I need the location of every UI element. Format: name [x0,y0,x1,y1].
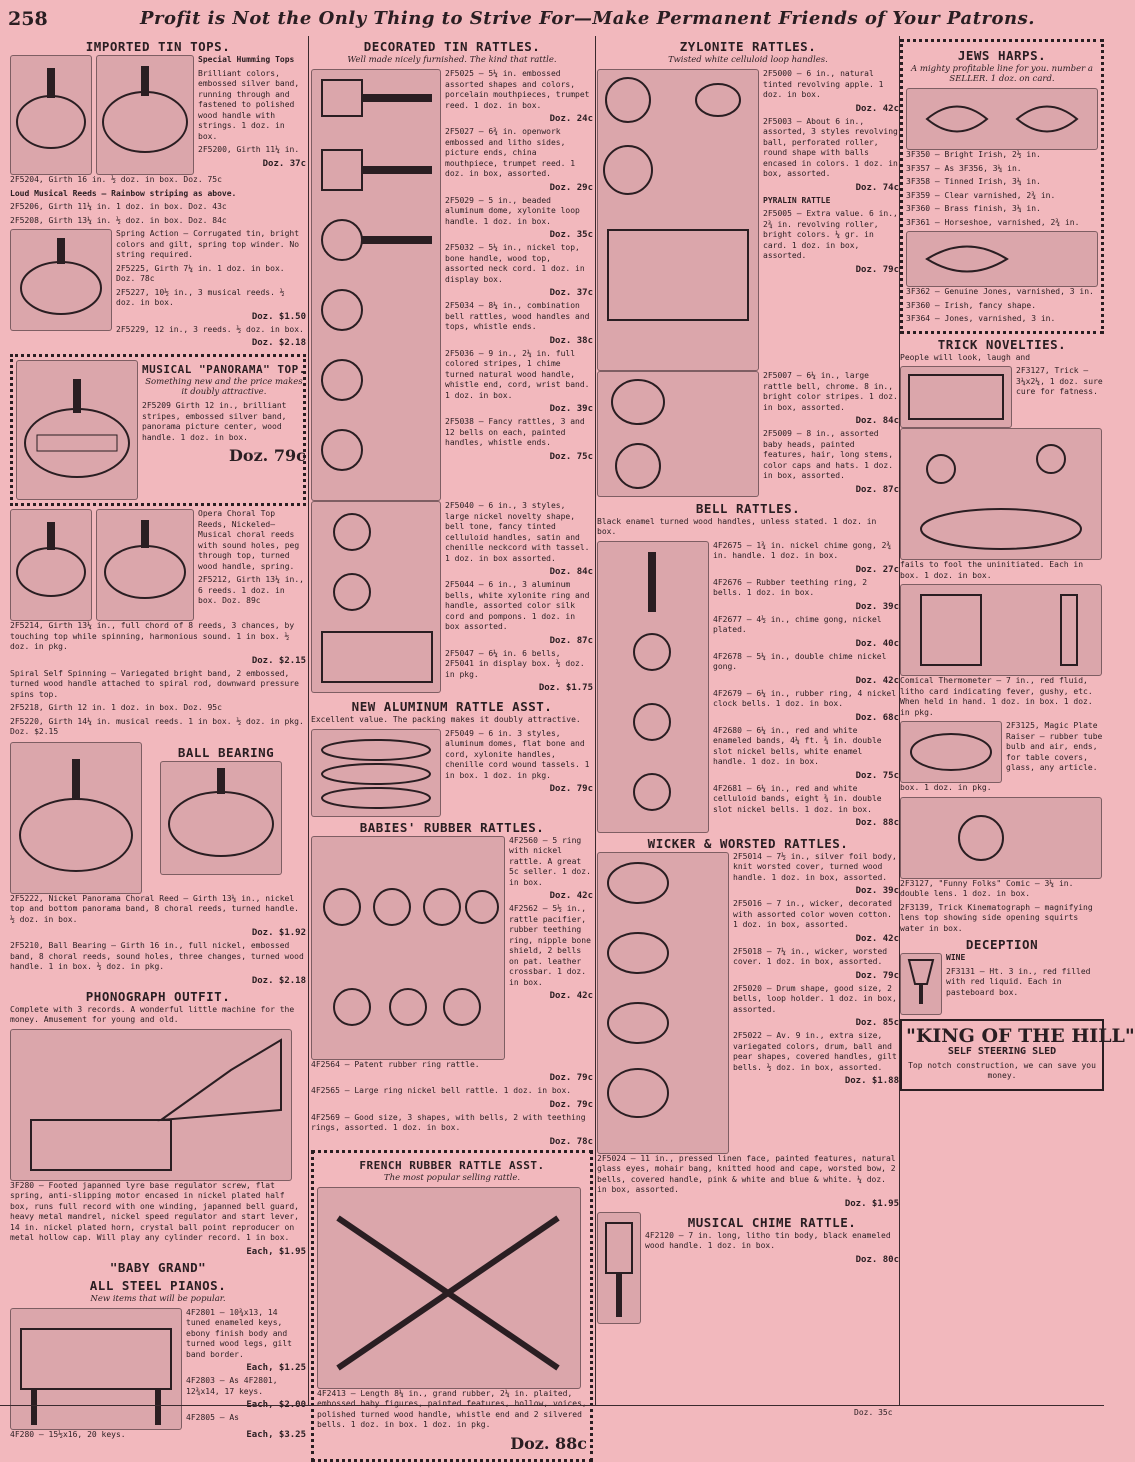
page-title: Profit is Not the Only Thing to Strive For—Make Permanent Friends of Your Patrons. [140,8,1035,29]
product-item: 2F5218, Girth 12 in. 1 doz. in box. Doz. 95c [10,703,222,712]
product-price: Each, $2.00 [246,1400,306,1410]
product-description: 2F5034 — 8¼ in., combination bell rattles, wood handles and tops, whistle ends. [445,301,590,331]
trick-scene-image [900,428,1102,560]
product-description: 4F2564 — Patent rubber ring rattle. [311,1059,480,1069]
pyralin-label: PYRALIN RATTLE [763,195,831,205]
column-divider [308,36,309,1406]
section-heading: "BABY GRAND" [109,1259,207,1275]
humming-top-image [96,55,194,175]
product-price: Doz. $2.15 [251,655,306,666]
product-description: 2F5036 — 9 in., 2¼ in. full colored stripes, 1 chime turned natural wood handle, whistle end, cord, wrist band. 1 doz. in box. [445,348,590,400]
bell-rattle-images [311,501,441,693]
product-price: Each, $1.95 [246,1246,306,1257]
section-heading: FRENCH RUBBER RATTLE ASST. [359,1158,545,1172]
ad-text: Top notch construction, we can save you money. [908,1060,1096,1080]
product-description: 2F5000 — 6 in., natural tinted revolving apple. 1 doz. in box. [763,69,884,99]
product-description: 4F2675 — 1¾ in. nickel chime gong, 2¾ in. handle. 1 doz. in box. [713,540,892,560]
product-price: Doz. $1.92 [251,928,306,938]
product-description: 2F5032 — 5¼ in., nickel top, bone handle, wood top, assorted neck cord. 1 doz. in display box. [445,243,585,284]
product-description: 2F5005 — Extra value. 6 in., 2¾ in. revolving roller, bright colors. ¼ gr. in card. 1 doz. in box, assorted. [763,209,898,260]
product-price: Doz. 68c [855,712,899,723]
column-zylonite-bell-rattles [597,36,899,1424]
product-item: 4F2805 — As [186,1413,239,1422]
product-price: Doz. 75c [855,770,899,781]
product-item: 2F5200, Girth 11¼ in. [198,145,300,154]
choral-top-image [10,509,92,621]
ball-bearing-label: BALL BEARING [177,744,275,760]
product-description: 4F2676 — Rubber teething ring, 2 bells. 1 doz. in box. [713,577,868,597]
product-description: 2F5025 — 5¼ in. embossed assorted shapes and colors, porcelain mouthpieces, trumpet reed. 1 doz. in box. [445,69,590,110]
product-description: 2F3125, Magic Plate Raiser — rubber tube bulb and air, ends, for table covers, glass, any article. [1006,721,1103,772]
footer-price: Doz. 35c [854,1408,893,1417]
section-heading: TRICK NOVELTIES. [937,336,1067,352]
jews-harp-image [906,231,1098,287]
product-description: 2F3127, Trick — 3¼x2¼, 1 doz. sure cure for fatness. [1016,366,1103,396]
product-description: 2F5044 — 6 in., 3 aluminum bells, white xylonite ring and handle, assorted color silk cord and pompons. 1 doz. in box assorted. [445,580,590,631]
panorama-top-image [16,360,138,500]
product-description: 2F5029 — 5 in., beaded aluminum dome, xylonite loop handle. 1 doz. in box. [445,195,580,226]
product-description: Comical Thermometer — 7 in., red fluid, litho card indicating fever, gushy, etc. When held in hand. 1 doz. in box. 1 doz. in pkg. [900,676,1093,717]
humming-top-image [10,55,92,175]
product-description: 2F3127, "Funny Folks" Comic — 3¼ in. double lens. 1 doz. in box. [900,878,1074,898]
product-price: Doz. 79c [549,1073,593,1083]
product-price: Doz. 75c [549,451,593,462]
product-item: 3F358 — Tinned Irish, 3¼ in. [906,177,1041,186]
section-subtitle: New items that will be popular. [90,1293,226,1304]
column-harps-novelties [900,36,1135,1424]
product-price: Doz. $1.50 [251,311,306,322]
section-subtitle: Black enamel turned wood handles, unless stated. 1 doz. in box. [597,516,877,536]
column-divider [595,36,596,1406]
ball-bearing-top-image [160,761,282,875]
plate-raiser-image [900,721,1002,783]
product-description: 2F5210, Ball Bearing — Girth 16 in., full nickel, embossed band, 8 choral reeds, sound holes, three changes, turned wood handle. 1 in box. ½ doz. in pkg. [10,941,304,971]
product-name: Loud Musical Reeds — Rainbow striping as above. [10,188,237,198]
product-price: Doz. 87c [855,484,899,495]
product-price: Doz. 79c [229,446,306,465]
product-description: 2F5209 Girth 12 in., brilliant stripes, embossed silver band, panorama picture center, wood handle. 1 doz. in box. [142,401,287,442]
product-item: 2F5204, Girth 16 in. ½ doz. in box. Doz. 75c [10,175,222,184]
wicker-rattle-images [597,852,729,1154]
product-description: 4F2681 — 6¼ in., red and white celluloid bands, eight ¾ in. double slot nickel bells. 1 doz. in box. [713,783,882,814]
section-heading: ALL STEEL PIANOS. [89,1277,227,1293]
product-price: Doz. 74c [855,182,899,193]
thermometer-image [900,584,1102,676]
product-description: 4F2560 — 5 ring with nickel rattle. A great 5c seller. 1 doz. in box. [509,835,591,887]
product-price: Doz. 42c [549,991,593,1001]
wine-glass-image [900,953,942,1015]
product-price: Each, $1.25 [246,1363,306,1373]
product-description: 4F2569 — Good size, 3 shapes, with bells, 2 with teething rings, assorted. 1 doz. in box. [311,1112,586,1132]
product-item: box. 1 doz. in pkg. [900,783,992,792]
product-price: Doz. 40c [855,638,899,649]
product-description: 4F2680 — 6¼ in., red and white enameled bands, 4¼ ft. ¾ in. double slot nickel bells, white enamel handle. 1 doz. in box. [713,725,882,766]
aluminum-rattle-image [311,729,441,817]
product-description: 2F5024 — 11 in., pressed linen face, painted features, natural glass eyes, mohair bang, knitted hood and cape, worsted bow, 2 bells, covered handle, pink & white and blue & white. ¼ doz. in box, assorted. [597,1153,896,1194]
product-item: 2F5229, 12 in., 3 reeds. ½ doz. in box. [116,324,304,334]
section-heading: ZYLONITE RATTLES. [679,39,817,54]
bell-rattle-images [597,541,709,833]
product-price: Doz. 80c [855,1254,899,1265]
section-heading: IMPORTED TIN TOPS. [85,39,231,54]
product-item: 3F361 — Horseshoe, varnished, 2¾ in. [906,217,1080,227]
product-description: 2F5009 — 8 in., assorted baby heads, painted features, hair, long stems, color caps and hats. 1 doz. in box, assorted. [763,429,894,480]
product-description: 2F5038 — Fancy rattles, 3 and 12 bells on each, painted handles, whistle ends. [445,417,585,447]
product-description: 4F2562 — 5½ in., rattle pacifier, rubber teething ring, nipple bone shield, 2 bells on pat. leather crossbar. 1 doz. in box. [509,904,591,987]
product-description: Brilliant colors, embossed silver band, running through and fastened to polished wood handle with strings. 1 doz. in box. [198,68,300,141]
product-description: 2F5018 — 7¼ in., wicker, worsted cover. 1 doz. in box, assorted. [733,946,888,966]
product-description: 4F2803 — As 4F2801, 12¾x14, 17 keys. [186,1376,278,1396]
product-price: Doz. $1.75 [538,683,593,693]
product-description: 2F3139, Trick Kinematograph — magnifying lens top showing side opening squirts water in box. [900,902,1093,933]
product-price: Doz. $2.18 [251,338,306,348]
product-item: 2F5227, 10½ in., 3 musical reeds. ½ doz. in box. [116,287,285,307]
section-subtitle: Well made nicely furnished. The kind that rattle. [347,55,557,65]
section-heading: PHONOGRAPH OUTFIT. [85,988,231,1004]
rubber-rattle-images [311,836,505,1060]
section-heading: JEWS HARPS. [957,48,1047,63]
nickel-top-image [10,742,142,894]
product-item: 3F364 — Jones, varnished, 3 in. [906,314,1056,323]
product-item: 2F5225, Girth 7¼ in. 1 doz. in box. Doz. 78c [116,263,285,283]
zylonite-rattle-images [597,69,759,371]
product-price: Doz. 42c [855,675,899,686]
section-heading: WICKER & WORSTED RATTLES. [647,835,849,851]
product-description: 2F5040 — 6 in., 3 styles, large nickel novelty shape, bell tone, fancy tinted celluloid handles, satin and chenille neckcord with tassel. 1 doz. in box assorted. [445,501,590,563]
product-description: 2F5016 — 7 in., wicker, decorated with assorted color woven cotton. 1 doz. in box, assorted. [733,899,892,929]
product-description: 4F2801 — 10¾x13, 14 tuned enameled keys, ebony finish body and turned wood legs, gilt band border. [186,1307,292,1359]
product-price: Doz. 88c [855,818,899,828]
section-heading: BELL RATTLES. [695,500,801,516]
phonograph-image [10,1029,292,1181]
spring-top-image [10,229,112,331]
product-price: Doz. 37c [549,288,593,298]
section-subtitle: Something new and the price makes it doubly attractive. [145,377,303,397]
column-rattles [311,36,593,1453]
product-price: Doz. 42c [855,103,899,114]
section-heading: BABIES' RUBBER RATTLES. [359,819,545,835]
zylonite-rattle-images [597,371,759,497]
section-subtitle: WINE [946,953,966,962]
product-description: 4F2679 — 6¼ in., rubber ring, 4 nickel clock bells. 1 doz. in box. [713,688,897,708]
product-description: 2F5007 — 6¼ in., large rattle bell, chrome. 8 in., bright color stripes. 1 doz. in box, assorted. [763,371,898,412]
product-description: 2F5049 — 6 in. 3 styles, aluminum domes, flat bone and cord, xylonite handles, chenille cord wound tassels. 1 in box. 1 doz. in pkg. [445,728,590,780]
jews-harps-box [900,39,1104,334]
product-item: 3F350 — Bright Irish, 2½ in. [906,150,1041,159]
section-subtitle: The most popular selling rattle. [383,1172,521,1183]
product-description: 3F280 — Footed japanned lyre base regulator screw, flat spring, anti-slipping motor encased in nickel plated half box, runs full record with one winding, japanned bell guard, heavy metal mandrel, nickel speed regulator and start lever, 14 in. nickel plated horn, crystal ball point reproducer on metal hollow cap. Will play any cylinder record. 1 in box. [10,1180,299,1242]
product-description: fails to fool the uninitiated. Each in box. 1 doz. in box. [900,560,1084,580]
ad-subtitle: SELF STEERING SLED [947,1046,1057,1057]
product-price: Doz. $1.95 [844,1198,899,1209]
column-tin-tops [10,36,306,1440]
product-price: Doz. 79c [855,264,899,275]
product-item: 4F280 — 15½x16, 20 keys. [10,1429,126,1439]
product-description: 4F2120 — 7 in. long, litho tin body, black enameled wood handle. 1 doz. in box. [645,1230,891,1250]
jews-harp-image [906,88,1098,150]
product-item: 3F360 — Brass finish, 3¼ in. [906,204,1041,213]
page-number: 258 [8,8,48,30]
section-subtitle: Excellent value. The packing makes it doubly attractive. [311,715,581,724]
trick-box-image [900,366,1012,428]
product-price: Each, $3.25 [246,1429,306,1440]
product-description: 2F5022 — Av. 9 in., extra size, variegated colors, drum, ball and pear shapes, covered handles, gilt bells. ½ doz. in box, assorted. [733,1031,897,1072]
product-price: Doz. 39c [549,404,593,414]
section-subtitle: People will look, laugh and [900,352,1031,362]
product-price: Doz. $1.88 [844,1076,899,1086]
product-item: 2F5212, Girth 13¼ in., 6 reeds. 1 doz. in box. Doz. 89c [198,575,304,605]
section-heading: DECORATED TIN RATTLES. [363,39,541,54]
choral-top-image [96,509,194,621]
product-price: Doz. 39c [855,886,899,896]
product-item: 2F5206, Girth 11¼ in. 1 doz. in box. Doz. 43c [10,202,227,211]
product-price: Doz. 38c [549,335,593,346]
product-price: Doz. 24c [549,114,593,124]
product-description: 2F5222, Nickel Panorama Choral Reed — Girth 13¼ in., nickel top and bottom panorama band, 8 choral reeds, turned handle. ½ doz. in box. [10,893,299,924]
product-description: Opera Choral Top Reeds, Nickeled—Musical choral reeds with sound holes, peg through top, turned wood handle, spring. [198,509,300,571]
section-heading: DECEPTION [965,937,1039,952]
product-description: 4F2413 — Length 8¼ in., grand rubber, 2¼ in. plaited, embossed baby figures, painted features, hollow, voices, polished turned wood handle, whistle end and 2 silvered bells. 1 doz. in box. 1 doz. in pkg. [317,1388,587,1429]
product-description: 4F2677 — 4½ in., chime gong, nickel plated. [713,614,882,634]
product-item: 3F357 — As 3F356, 3¼ in. [906,163,1022,173]
product-description: 2F5003 — About 6 in., assorted, 3 styles revolving ball, perforated roller, round shape with balls encased in colors. 1 doz. in box, assorted. [763,116,898,178]
product-description: 4F2565 — Large ring nickel bell rattle. 1 doz. in box. [311,1086,572,1095]
product-description: Spring Action — Corrugated tin, bright colors and gilt, spring top winder. No string required. [116,229,300,259]
product-price: Doz. 27c [855,564,899,575]
product-price: Doz. 87c [549,635,593,646]
section-subtitle: Complete with 3 records. A wonderful little machine for the money. Amusement for young and old. [10,1004,295,1024]
section-subtitle: Twisted white celluloid loop handles. [668,55,828,65]
section-subtitle: A mighty profitable line for you. number a SELLER. 1 doz. on card. [911,64,1093,84]
panorama-top-box [10,354,306,506]
product-description: 2F5020 — Drum shape, good size, 2 bells, loop holder. 1 doz. in box, assorted. [733,983,897,1014]
page-footer [0,1405,1104,1424]
section-heading: MUSICAL CHIME RATTLE. [687,1214,857,1230]
tin-rattle-images [311,69,441,501]
product-price: Doz. $2.18 [251,975,306,986]
product-item: 3F359 — Clear varnished, 2¾ in. [906,190,1056,200]
product-price: Doz. 39c [855,601,899,612]
product-item: 2F5208, Girth 13¼ in. ½ doz. in box. Doz. 84c [10,215,227,225]
page-header [0,0,1104,38]
product-price: Doz. 84c [549,567,593,577]
ad-title: "KING OF THE HILL" [906,1025,1135,1047]
product-price: Doz. 35c [549,230,593,240]
french-rattle-image [317,1187,581,1389]
product-price: Doz. 79c [855,970,899,981]
product-price: Doz. 42c [855,933,899,944]
king-of-the-hill-ad [900,1019,1135,1091]
product-price: Doz. 79c [549,1099,593,1110]
product-price: Doz. 42c [549,891,593,901]
product-description: 2F3131 — Ht. 3 in., red filled with red liquid. Each in pasteboard box. [946,966,1091,997]
product-item: 3F362 — Genuine Jones, varnished, 3 in. [906,287,1094,296]
product-price: Doz. 79c [549,784,593,794]
product-description: 4F2678 — 5¼ in., double chime nickel gong. [713,651,887,671]
product-price: Doz. 85c [855,1018,899,1028]
product-price: Doz. 29c [549,182,593,193]
product-description: 2F5047 — 6¼ in. 6 bells, 2F5041 in display box. ½ doz. in pkg. [445,648,585,679]
product-item: 2F5214, Girth 13¼ in., full chord of 8 reeds, 3 chances, by touching top while spinning, harmonious sound. 1 in box. ½ doz. in pkg. [10,621,295,651]
product-price: Doz. 78c [549,1136,593,1147]
funny-folks-image [900,797,1102,879]
product-price: Doz. 88c [510,1433,587,1453]
product-description: 2F5014 — 7½ in., silver foil body, knit worsted cover, turned wood handle. 1 doz. in box, assorted. [733,851,897,882]
section-heading: MUSICAL "PANORAMA" TOP. [142,363,306,376]
product-description: 2F5027 — 6¾ in. openwork embossed and litho sides, picture ends, china mouthpiece, trumpet reed. 1 doz. in box, assorted. [445,127,576,178]
product-item: 3F360 — Irish, fancy shape. [906,300,1037,310]
section-heading: NEW ALUMINUM RATTLE ASST. [351,699,553,714]
product-item: 2F5220, Girth 14¼ in. musical reeds. 1 in box. ½ doz. in pkg. Doz. $2.15 [10,716,304,736]
product-description: Spiral Self Spinning — Variegated bright band, 2 embossed, turned wood handle attached to spiral rod, downward pressure spins top. [10,668,299,699]
product-price: Doz. 84c [855,416,899,426]
product-price: Doz. 37c [262,158,306,169]
product-name: Special Humming Tops [198,55,295,64]
chime-rattle-image [597,1212,641,1324]
